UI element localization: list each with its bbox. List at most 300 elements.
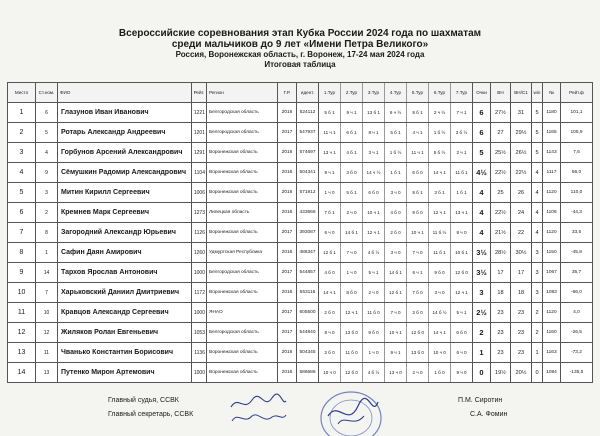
- wins-cell: 4: [532, 223, 543, 243]
- avg-rating-cell: 1143: [543, 143, 561, 163]
- round-result-5: 2 ч 0: [407, 363, 429, 382]
- table-row: [8, 163, 593, 183]
- avg-rating-cell: 1120: [543, 303, 561, 323]
- player-name-cell: Кремнев Марк Сергеевич: [58, 203, 192, 223]
- round-result-5: 11 ч 1: [407, 143, 429, 162]
- round-result-5: 13 б 0: [407, 343, 429, 362]
- round-result-1: 5 б 1: [319, 103, 341, 122]
- round-result-2: 13 б 0: [341, 323, 363, 342]
- rounds-cell: [319, 303, 473, 323]
- place-cell: 3: [8, 143, 36, 163]
- col-rounds: [319, 83, 473, 103]
- buchholz-cell: 28½: [491, 243, 511, 263]
- avg-rating-cell: 1165: [543, 123, 561, 143]
- round-result-5: 7 ч 0: [407, 243, 429, 262]
- round-result-7: 13 ч 1: [455, 210, 468, 215]
- birth-year-cell: 2016: [278, 283, 297, 303]
- region-cell: Удмуртская Республика: [207, 243, 278, 263]
- place-cell: 10: [8, 283, 36, 303]
- wins-cell: 2: [532, 323, 543, 343]
- player-name-cell: Митин Кирилл Сергеевич: [58, 183, 192, 203]
- rounds-cell: [319, 123, 473, 143]
- chief-secretary-name: С.А. Фомин: [470, 411, 508, 418]
- round-result-1: 9 ч 1: [319, 163, 341, 182]
- points-cell: 3: [473, 283, 491, 303]
- avg-rating-cell: 1106: [543, 203, 561, 223]
- player-name-cell: Ротарь Александр Андреевич: [58, 123, 192, 143]
- region-cell: Воронежская область: [207, 283, 278, 303]
- round-result-4: 5 б 1: [385, 123, 407, 142]
- buchholz-cut1-cell: 18: [511, 283, 532, 303]
- round-result-7: 11 б 1: [455, 170, 468, 175]
- round-result-2: 14 б 1: [341, 223, 363, 242]
- id-cell: 486347: [297, 243, 319, 263]
- table-row: [8, 303, 593, 323]
- points-cell: 3½: [473, 243, 491, 263]
- player-name-cell: Глазунов Иван Иванович: [58, 103, 192, 123]
- wins-cell: 3: [532, 283, 543, 303]
- round-result-3: 9 б 0: [363, 323, 385, 342]
- round-result-1: 3 б 0: [319, 343, 341, 362]
- round-result-6: 5 б ½: [429, 143, 451, 162]
- player-name-cell: Тархов Ярослав Антонович: [58, 263, 192, 283]
- rating-change-cell: 110,0: [561, 183, 593, 203]
- round-result-5: 12 б 0: [407, 323, 429, 342]
- round-result-3: 6 б 0: [363, 183, 385, 202]
- rounds-cell: [319, 143, 473, 163]
- rating-cell: 1221: [192, 103, 207, 123]
- table-title: Итоговая таблица: [264, 60, 336, 69]
- start-number-cell: 11: [36, 343, 58, 363]
- round-result-3: 13 б 1: [363, 103, 385, 122]
- buchholz-cell: 22½: [491, 163, 511, 183]
- birth-year-cell: 2016: [278, 143, 297, 163]
- place-cell: 6: [8, 203, 36, 223]
- rating-change-cell: -135,5: [561, 363, 593, 383]
- round-result-1: 14 ч 1: [319, 283, 341, 302]
- rounds-cell: [319, 283, 473, 303]
- avg-rating-cell: 1067: [543, 263, 561, 283]
- place-cell: 4: [8, 163, 36, 183]
- place-cell: 5: [8, 183, 36, 203]
- rounds-cell: [319, 183, 473, 203]
- id-cell: 547937: [297, 123, 319, 143]
- rating-cell: 1000: [192, 303, 207, 323]
- round-result-7: 7 ч 1: [456, 110, 467, 115]
- avg-rating-cell: 1120: [543, 183, 561, 203]
- round-result-4: 2 б 0: [385, 223, 407, 242]
- buchholz-cut1-cell: 31: [511, 103, 532, 123]
- round-result-1: 6 ч 0: [319, 223, 341, 242]
- start-number-cell: 8: [36, 223, 58, 243]
- round-result-7: 3 б ½: [455, 130, 468, 135]
- chief-judge-name: П.М. Сиротин: [458, 397, 503, 404]
- header-row: [8, 83, 593, 103]
- player-name-cell: Чванько Константин Борисович: [58, 343, 192, 363]
- round-result-4: 9 ч 1: [385, 343, 407, 362]
- rating-cell: 1126: [192, 223, 207, 243]
- round-result-1: 8 ч 0: [319, 323, 341, 342]
- col-points: Очки: [473, 83, 491, 103]
- table-row: [8, 243, 593, 263]
- round-result-3: 8 ч 1: [363, 123, 385, 142]
- points-cell: 5: [473, 143, 491, 163]
- round-result-2: 1 ч 0: [341, 263, 363, 282]
- round-result-3: 3 ч 1: [363, 143, 385, 162]
- buchholz-cut1-cell: 26: [511, 183, 532, 203]
- round-result-2: 11 б 0: [341, 343, 363, 362]
- round-result-6: 14 ч 1: [429, 323, 451, 342]
- buchholz-cut1-cell: 20½: [511, 363, 532, 383]
- round-result-4: 12 б 1: [385, 283, 407, 302]
- buchholz-cell: 25: [491, 183, 511, 203]
- start-number-cell: 9: [36, 163, 58, 183]
- id-cell: 524112: [297, 103, 319, 123]
- buchholz-cell: 18: [491, 283, 511, 303]
- rating-cell: 1201: [192, 123, 207, 143]
- rounds-cell: [319, 203, 473, 223]
- rating-cell: 1291: [192, 143, 207, 163]
- wins-cell: 4: [532, 183, 543, 203]
- id-cell: 553116: [297, 283, 319, 303]
- round-header-2: 2.Тур: [341, 83, 363, 102]
- round-result-5: 7 б 0: [407, 283, 429, 302]
- rating-change-cell: -44,3: [561, 203, 593, 223]
- birth-year-cell: 2016: [278, 363, 297, 383]
- region-cell: Воронежская область: [207, 223, 278, 243]
- id-cell: 544840: [297, 323, 319, 343]
- round-result-5: 6 б 0: [407, 163, 429, 182]
- round-result-1: 1 ч 0: [319, 183, 341, 202]
- rating-change-cell: 33,5: [561, 223, 593, 243]
- round-result-3: 4 б ½: [363, 243, 385, 262]
- round-result-6: 1 б 0: [429, 363, 451, 382]
- round-result-7: 12 б 0: [455, 270, 468, 275]
- round-result-5: 10 ч 1: [407, 223, 429, 242]
- avg-rating-cell: 1150: [543, 243, 561, 263]
- round-result-4: 1 б ½: [385, 143, 407, 162]
- rating-change-cell: 56,0: [561, 163, 593, 183]
- points-cell: 1: [473, 343, 491, 363]
- round-header-6: 6.Тур: [429, 83, 451, 102]
- rounds-cell: [319, 343, 473, 363]
- round-result-3: 1 ч 0: [363, 343, 385, 362]
- col-region: Регион: [207, 83, 278, 103]
- rounds-cell: [319, 263, 473, 283]
- wins-cell: 5: [532, 103, 543, 123]
- round-result-4: 10 ч 1: [385, 323, 407, 342]
- id-cell: 571912: [297, 183, 319, 203]
- round-result-4: 3 ч 0: [385, 183, 407, 202]
- round-result-1: 10 ч 0: [319, 363, 341, 382]
- round-result-1: 7 б 1: [319, 203, 341, 222]
- region-cell: Белгородская область: [207, 103, 278, 123]
- avg-rating-cell: 1084: [543, 363, 561, 383]
- buchholz-cut1-cell: 23: [511, 323, 532, 343]
- rounds-cell: [319, 163, 473, 183]
- points-cell: 2½: [473, 303, 491, 323]
- player-name-cell: Сафин Даян Амирович: [58, 243, 192, 263]
- start-number-cell: 6: [36, 103, 58, 123]
- birth-year-cell: 2016: [278, 343, 297, 363]
- round-header-7: 7.Тур: [455, 90, 468, 95]
- rating-cell: 1136: [192, 343, 207, 363]
- start-number-cell: 5: [36, 123, 58, 143]
- rating-cell: 1000: [192, 363, 207, 383]
- round-result-2: 5 б 1: [341, 183, 363, 202]
- rating-change-cell: 4,0: [561, 303, 593, 323]
- wins-cell: 5: [532, 123, 543, 143]
- buchholz-cut1-cell: 24: [511, 203, 532, 223]
- round-result-7: 12 ч 1: [455, 290, 468, 295]
- points-cell: 4½: [473, 163, 491, 183]
- buchholz-cell: 21½: [491, 223, 511, 243]
- place-cell: 13: [8, 343, 36, 363]
- id-cell: 544857: [297, 263, 319, 283]
- rating-cell: 1053: [192, 323, 207, 343]
- table-row: [8, 363, 593, 383]
- player-name-cell: Путенко Мирон Артемович: [58, 363, 192, 383]
- buchholz-cell: 25½: [491, 143, 511, 163]
- birth-year-cell: 2016: [278, 163, 297, 183]
- round-result-3: 11 б 0: [363, 303, 385, 322]
- player-name-cell: Горбунов Арсений Александрович: [58, 143, 192, 163]
- col-place: Место: [8, 83, 36, 103]
- round-result-2: 3 б 0: [341, 163, 363, 182]
- birth-year-cell: 2017: [278, 323, 297, 343]
- id-cell: 574697: [297, 143, 319, 163]
- round-result-6: 11 б ½: [429, 223, 451, 242]
- player-name-cell: Кравцов Александр Сергеевич: [58, 303, 192, 323]
- region-cell: Белгородская область: [207, 123, 278, 143]
- wins-cell: 5: [532, 143, 543, 163]
- rating-change-cell: 105,9: [561, 123, 593, 143]
- round-header-3: 3.Тур: [363, 83, 385, 102]
- points-cell: 0: [473, 363, 491, 383]
- region-cell: Белгородская область: [207, 323, 278, 343]
- id-cell: 605500: [297, 303, 319, 323]
- points-cell: 2: [473, 323, 491, 343]
- buchholz-cut1-cell: 22: [511, 223, 532, 243]
- round-result-1: 4 б 0: [319, 263, 341, 282]
- start-number-cell: 12: [36, 323, 58, 343]
- rating-change-cell: -66,0: [561, 283, 593, 303]
- col-start-number: Ст.ном.: [36, 83, 58, 103]
- table-row: [8, 183, 593, 203]
- col-buchholz-cut1: ВН/С1: [511, 83, 532, 103]
- round-result-3: 4 б ½: [363, 363, 385, 382]
- buchholz-cut1-cell: 29½: [511, 123, 532, 143]
- round-result-3: 14 ч ½: [363, 163, 385, 182]
- rating-change-cell: -45,8: [561, 243, 593, 263]
- player-name-cell: Харьковский Даниил Дмитриевич: [58, 283, 192, 303]
- round-result-2: 12 ч 1: [341, 303, 363, 322]
- round-result-1: 13 ч 1: [319, 143, 341, 162]
- col-buchholz: ВН: [491, 83, 511, 103]
- player-name-cell: Загородний Александр Юрьевич: [58, 223, 192, 243]
- table-row: [8, 103, 593, 123]
- rating-change-cell: -73,2: [561, 343, 593, 363]
- avg-rating-cell: 1160: [543, 323, 561, 343]
- round-result-4: 7 ч 0: [385, 303, 407, 322]
- rating-cell: 1273: [192, 203, 207, 223]
- wins-cell: 2: [532, 303, 543, 323]
- birth-year-cell: 2017: [278, 263, 297, 283]
- round-result-6: 1 б ½: [429, 123, 451, 142]
- wins-cell: 3: [532, 263, 543, 283]
- buchholz-cell: 23: [491, 343, 511, 363]
- player-name-cell: Сёмушкин Радомир Александрович: [58, 163, 192, 183]
- id-cell: 433666: [297, 203, 319, 223]
- round-result-5: 8 б 1: [407, 103, 429, 122]
- rating-change-cell: 101,1: [561, 103, 593, 123]
- round-result-1: 2 б 0: [319, 303, 341, 322]
- region-cell: Воронежская область: [207, 143, 278, 163]
- buchholz-cut1-cell: 17: [511, 263, 532, 283]
- region-cell: Липецкая область: [207, 203, 278, 223]
- place-cell: 7: [8, 223, 36, 243]
- round-result-7: 9 ч 0: [456, 370, 467, 375]
- rating-cell: 1000: [192, 263, 207, 283]
- event-subtitle: среди мальчиков до 9 лет «Имени Петра Великого»: [171, 39, 429, 50]
- place-cell: 8: [8, 243, 36, 263]
- round-result-2: 12 б 0: [341, 363, 363, 382]
- round-result-2: 4 б 1: [341, 143, 363, 162]
- round-result-1: 12 б 1: [319, 243, 341, 262]
- birth-year-cell: 2017: [278, 123, 297, 143]
- col-birth-year: Г.Р.: [278, 83, 297, 103]
- event-location-dates: Россия, Воронежская область, г. Воронеж, 17-24 мая 2024 года: [175, 50, 425, 59]
- table-row: [8, 223, 593, 243]
- place-cell: 2: [8, 123, 36, 143]
- start-number-cell: 2: [36, 203, 58, 223]
- place-cell: 14: [8, 363, 36, 383]
- region-cell: Белгородская область: [207, 263, 278, 283]
- round-result-5: 6 ч 1: [407, 263, 429, 282]
- round-result-6: 3 ч 0: [429, 283, 451, 302]
- col-avg-rating: №: [543, 83, 561, 103]
- start-number-cell: 14: [36, 263, 58, 283]
- rating-change-cell: 35,7: [561, 263, 593, 283]
- start-number-cell: 10: [36, 303, 58, 323]
- wins-cell: 0: [532, 363, 543, 383]
- buchholz-cell: 23: [491, 323, 511, 343]
- round-result-7: 5 ч 1: [456, 310, 467, 315]
- round-result-2: 6 б 1: [341, 123, 363, 142]
- region-cell: Воронежская область: [207, 163, 278, 183]
- round-result-5: 8 б 1: [407, 183, 429, 202]
- buchholz-cut1-cell: 22½: [511, 163, 532, 183]
- round-result-2: 9 ч 1: [341, 103, 363, 122]
- round-result-4: 13 ч 0: [385, 363, 407, 382]
- buchholz-cut1-cell: 23: [511, 303, 532, 323]
- col-rating-change: Рейт.ф: [561, 83, 593, 103]
- results-table: [7, 82, 593, 383]
- rounds-cell: [319, 103, 473, 123]
- round-result-3: 10 ч 1: [363, 203, 385, 222]
- round-header-4: 4.Тур: [385, 83, 407, 102]
- place-cell: 12: [8, 323, 36, 343]
- round-result-3: 2 ч 0: [363, 283, 385, 302]
- chief-judge-label: Главный судья, ССВК: [108, 397, 179, 404]
- start-number-cell: 1: [36, 243, 58, 263]
- points-cell: 4: [473, 183, 491, 203]
- points-cell: 6: [473, 123, 491, 143]
- table-row: [8, 263, 593, 283]
- table-row: [8, 343, 593, 363]
- round-result-6: 14 б ½: [429, 303, 451, 322]
- place-cell: 11: [8, 303, 36, 323]
- table-row: [8, 123, 593, 143]
- buchholz-cell: 22½: [491, 203, 511, 223]
- round-result-4: 1 б 1: [385, 163, 407, 182]
- col-rating: Рейт.: [192, 83, 207, 103]
- round-result-1: 11 ч 1: [319, 123, 341, 142]
- round-result-5: 3 б 0: [407, 303, 429, 322]
- id-cell: 586686: [297, 363, 319, 383]
- avg-rating-cell: 1180: [543, 103, 561, 123]
- round-result-4: 6 ч ½: [385, 103, 407, 122]
- start-number-cell: 13: [36, 363, 58, 383]
- rating-cell: 1104: [192, 163, 207, 183]
- id-cell: 504341: [297, 163, 319, 183]
- rounds-cell: [319, 363, 473, 383]
- table-row: [8, 323, 593, 343]
- official-seal-stamp: [318, 388, 384, 436]
- birth-year-cell: 2017: [278, 303, 297, 323]
- points-cell: 4: [473, 203, 491, 223]
- id-cell: 393087: [297, 223, 319, 243]
- buchholz-cell: 17: [491, 263, 511, 283]
- rounds-cell: [319, 323, 473, 343]
- secretary-signature: [230, 409, 288, 427]
- place-cell: 9: [8, 263, 36, 283]
- round-result-2: 2 ч 0: [341, 203, 363, 222]
- round-result-6: 10 ч 0: [429, 343, 451, 362]
- round-result-2: 8 б 0: [341, 283, 363, 302]
- rounds-cell: [319, 243, 473, 263]
- player-name-cell: Жиляков Ролан Евгеньевич: [58, 323, 192, 343]
- start-number-cell: 4: [36, 143, 58, 163]
- wins-cell: 4: [532, 163, 543, 183]
- table-row: [8, 143, 593, 163]
- birth-year-cell: 2016: [278, 103, 297, 123]
- id-cell: 504345: [297, 343, 319, 363]
- round-result-2: 7 ч 0: [341, 243, 363, 262]
- buchholz-cell: 27: [491, 123, 511, 143]
- birth-year-cell: 2017: [278, 223, 297, 243]
- round-result-6: 2 ч ½: [429, 103, 451, 122]
- points-cell: 6: [473, 103, 491, 123]
- buchholz-cell: 27½: [491, 103, 511, 123]
- round-result-6: 11 б 1: [429, 243, 451, 262]
- start-number-cell: 3: [36, 183, 58, 203]
- start-number-cell: 7: [36, 283, 58, 303]
- round-header-5: 5.Тур: [407, 83, 429, 102]
- points-cell: 3½: [473, 263, 491, 283]
- rounds-cell: [319, 223, 473, 243]
- buchholz-cut1-cell: 23: [511, 343, 532, 363]
- wins-cell: 1: [532, 343, 543, 363]
- region-cell: ЯНАО: [207, 303, 278, 323]
- rating-cell: 1260: [192, 243, 207, 263]
- round-result-7: 2 ч 1: [456, 150, 467, 155]
- round-result-7: 8 ч 0: [456, 230, 467, 235]
- round-result-6: 12 ч 1: [429, 203, 451, 222]
- points-cell: 4: [473, 223, 491, 243]
- rating-cell: 1006: [192, 183, 207, 203]
- round-result-4: 4 б 0: [385, 203, 407, 222]
